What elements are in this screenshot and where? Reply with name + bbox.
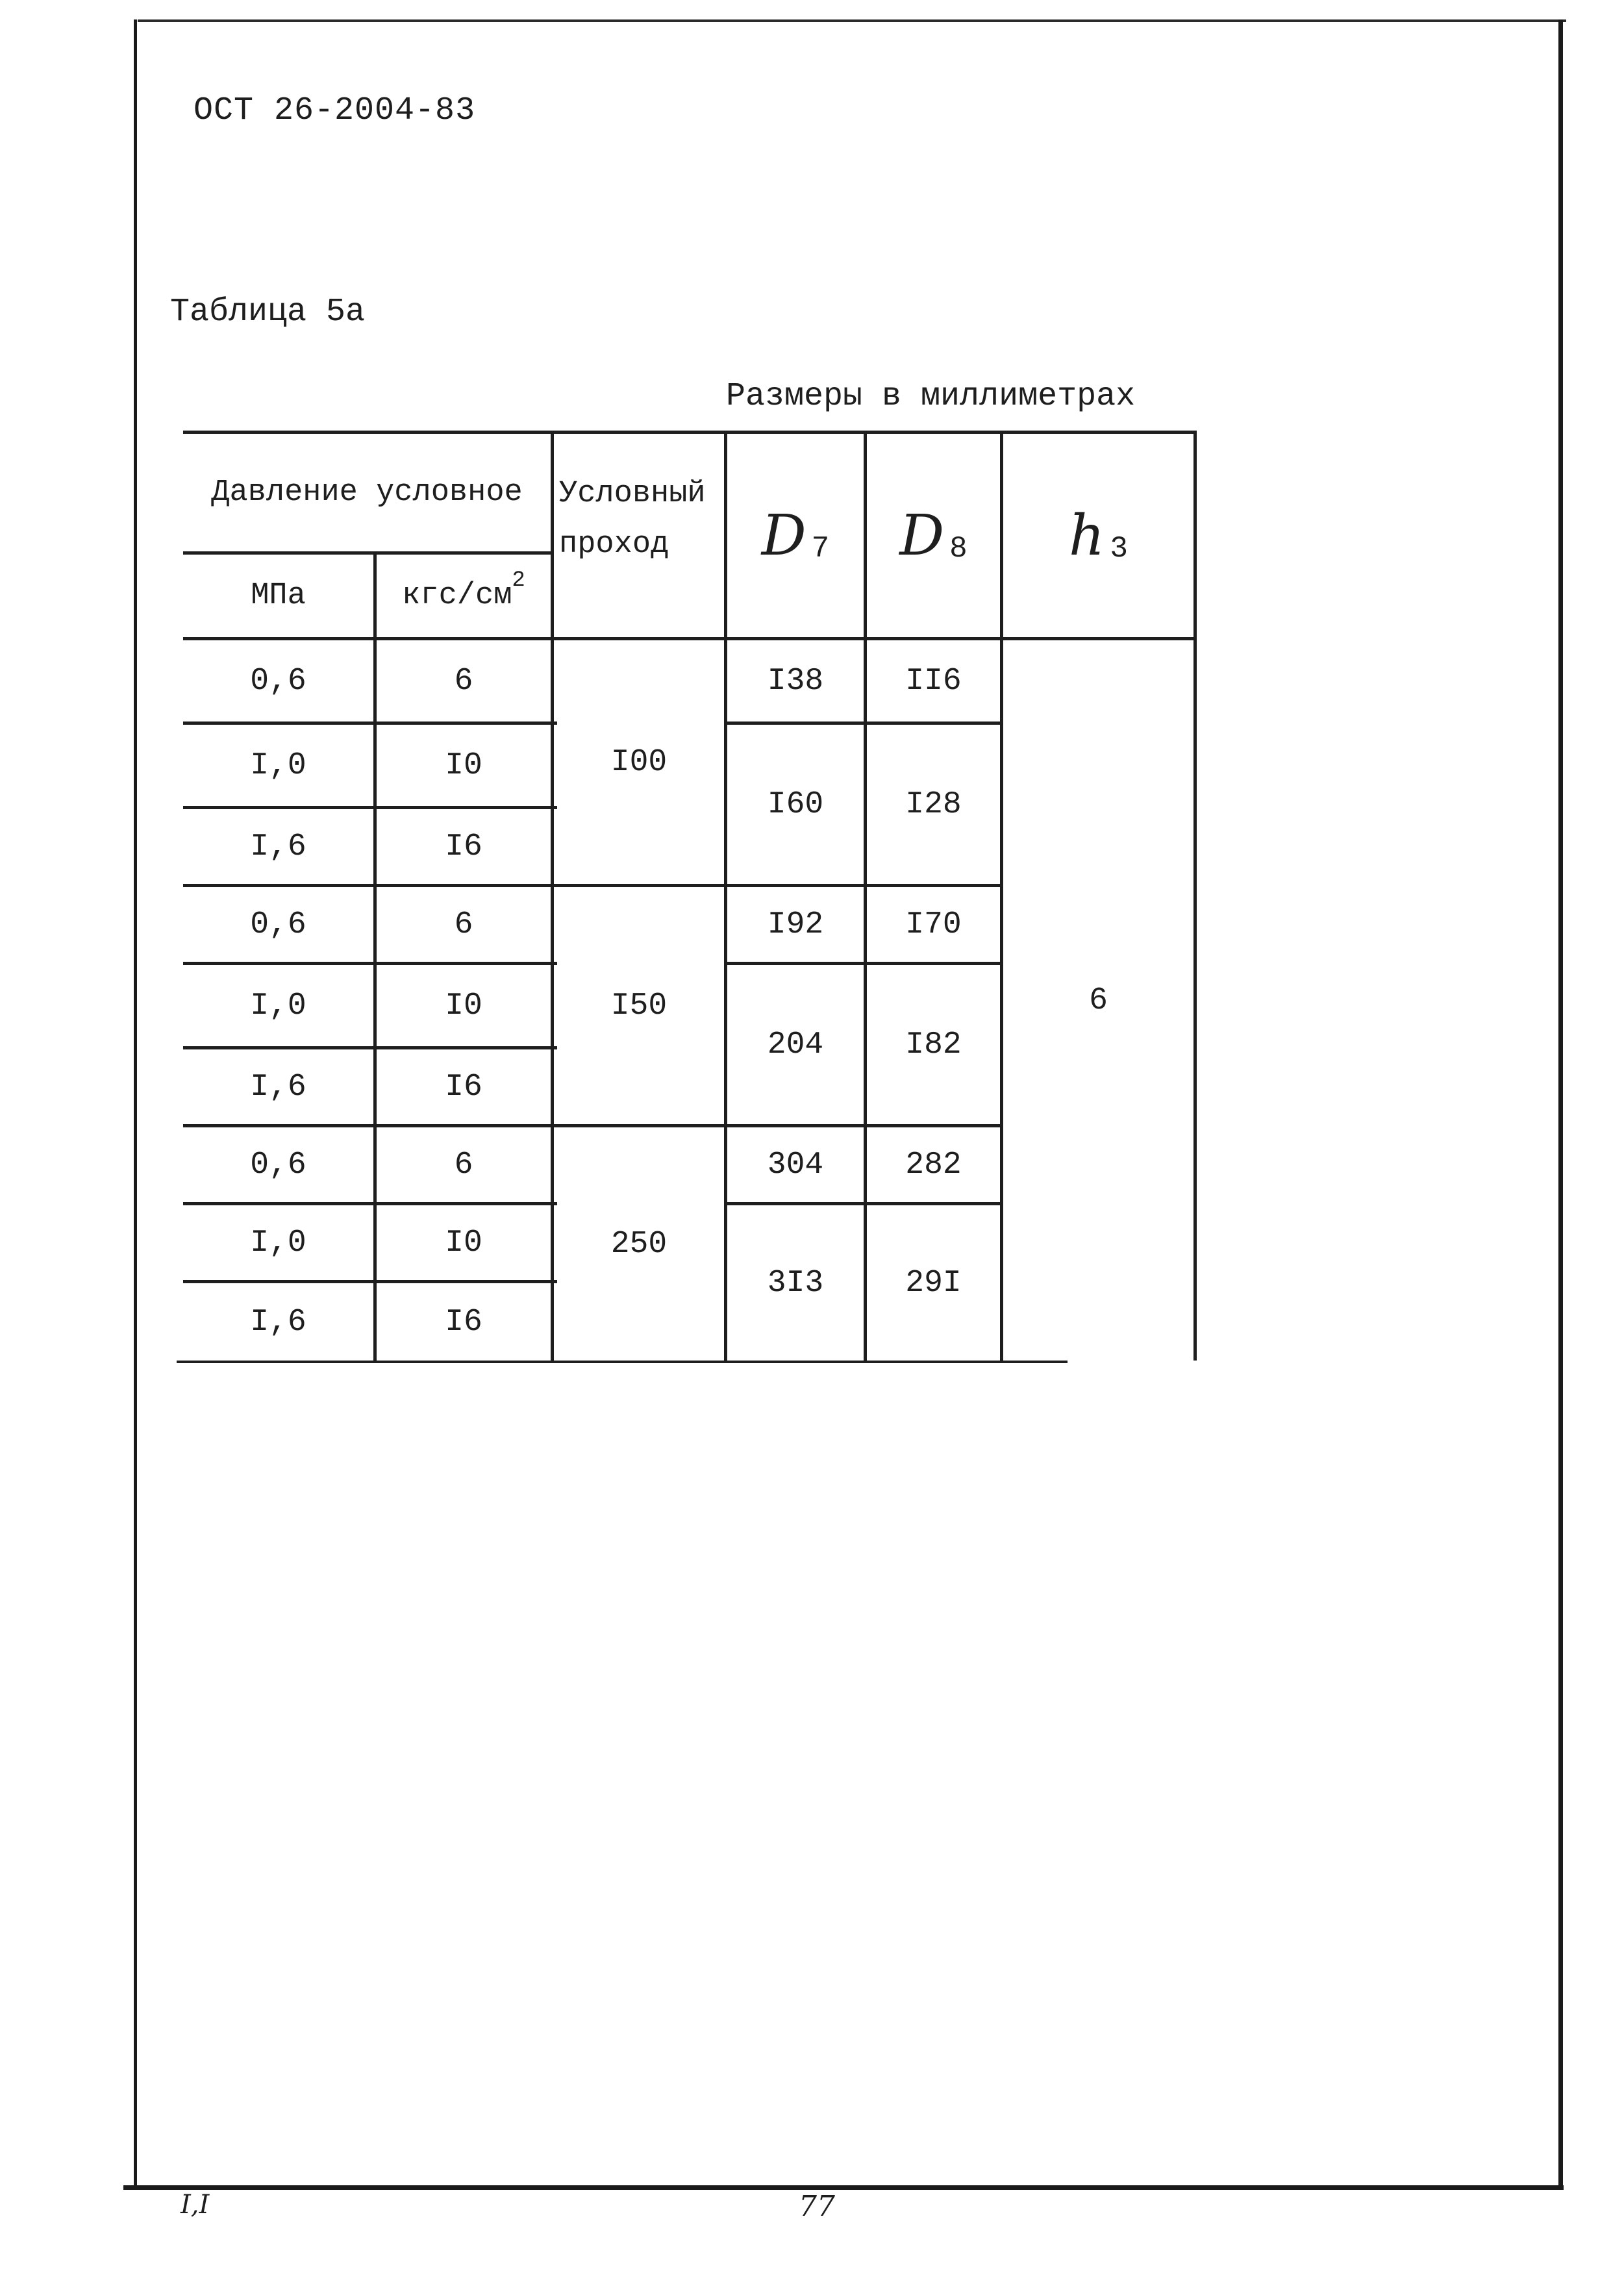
header-d8-symbol: D — [899, 503, 945, 568]
header-h3-symbol: h — [1069, 503, 1105, 568]
cell-kgf: 6 — [454, 1147, 473, 1183]
cell-kgf: I6 — [445, 1069, 482, 1105]
cell-mpa: I,0 — [250, 988, 306, 1023]
cell-kgf: I0 — [445, 1225, 482, 1261]
frame-bottom-border — [123, 2185, 1564, 2190]
header-d8-subscript: 8 — [949, 531, 968, 566]
cell-d7: I38 — [767, 663, 824, 699]
table-label: Таблица 5а — [170, 294, 366, 331]
header-d7-subscript: 7 — [811, 531, 830, 566]
header-h3 — [1003, 434, 1193, 637]
units-note: Размеры в миллиметрах — [726, 378, 1136, 415]
cell-d7: 3I3 — [767, 1265, 824, 1301]
header-d7-symbol: D — [761, 503, 806, 568]
header-h3-subscript: 3 — [1110, 531, 1128, 566]
header-kgf-superscript: 2 — [512, 568, 525, 593]
cell-d8: II6 — [905, 663, 962, 699]
cell-d7: 204 — [767, 1027, 824, 1062]
document-code: ОСТ 26-2004-83 — [194, 92, 476, 129]
cell-kgf: I6 — [445, 829, 482, 864]
cell-bore: I00 — [610, 744, 668, 780]
cell-mpa: 0,6 — [250, 663, 306, 699]
frame-left-border — [134, 19, 137, 2189]
cell-bore: I50 — [610, 988, 668, 1023]
header-kgf — [377, 555, 551, 637]
cell-d8: 282 — [905, 1147, 962, 1183]
table-right-rule — [1193, 431, 1197, 1361]
header-bore-line-1: Условный — [559, 477, 706, 511]
cell-kgf: I6 — [445, 1304, 482, 1340]
frame-top-border — [138, 19, 1566, 22]
cell-kgf: 6 — [454, 663, 473, 699]
cell-d7: I60 — [767, 786, 824, 822]
cell-d8: I82 — [905, 1027, 962, 1062]
cell-d8: 29I — [905, 1265, 962, 1301]
cell-d7: 304 — [767, 1147, 824, 1183]
cell-mpa: I,6 — [250, 1069, 306, 1105]
cell-bore: 250 — [610, 1226, 668, 1262]
dimensions-table — [177, 431, 1197, 1364]
cell-mpa: I,0 — [250, 747, 306, 783]
cell-kgf: I0 — [445, 988, 482, 1023]
cell-mpa: I,6 — [250, 829, 306, 864]
header-bore-line-2: проход — [559, 527, 669, 562]
cell-kgf: 6 — [454, 907, 473, 942]
header-kgf-text: кгс/см — [402, 579, 512, 613]
header-d7 — [727, 434, 864, 637]
header-mpa: МПа — [251, 579, 306, 613]
header-pressure: Давление условное — [211, 475, 523, 510]
cell-mpa: 0,6 — [250, 907, 306, 942]
cell-mpa: I,6 — [250, 1304, 306, 1340]
cell-d8: I28 — [905, 786, 962, 822]
cell-d7: I92 — [767, 907, 824, 942]
cell-d8: I70 — [905, 907, 962, 942]
page-number: 77 — [799, 2190, 835, 2223]
frame-right-border — [1558, 19, 1563, 2189]
cell-kgf: I0 — [445, 747, 482, 783]
header-d8 — [867, 434, 1000, 637]
cell-h3: 6 — [1089, 983, 1108, 1018]
cell-mpa: 0,6 — [250, 1147, 306, 1183]
cell-mpa: I,0 — [250, 1225, 306, 1261]
table-bottom-rule — [177, 1361, 1068, 1363]
corner-mark: I,I — [181, 2190, 210, 2220]
header-nominal-bore — [554, 434, 724, 637]
